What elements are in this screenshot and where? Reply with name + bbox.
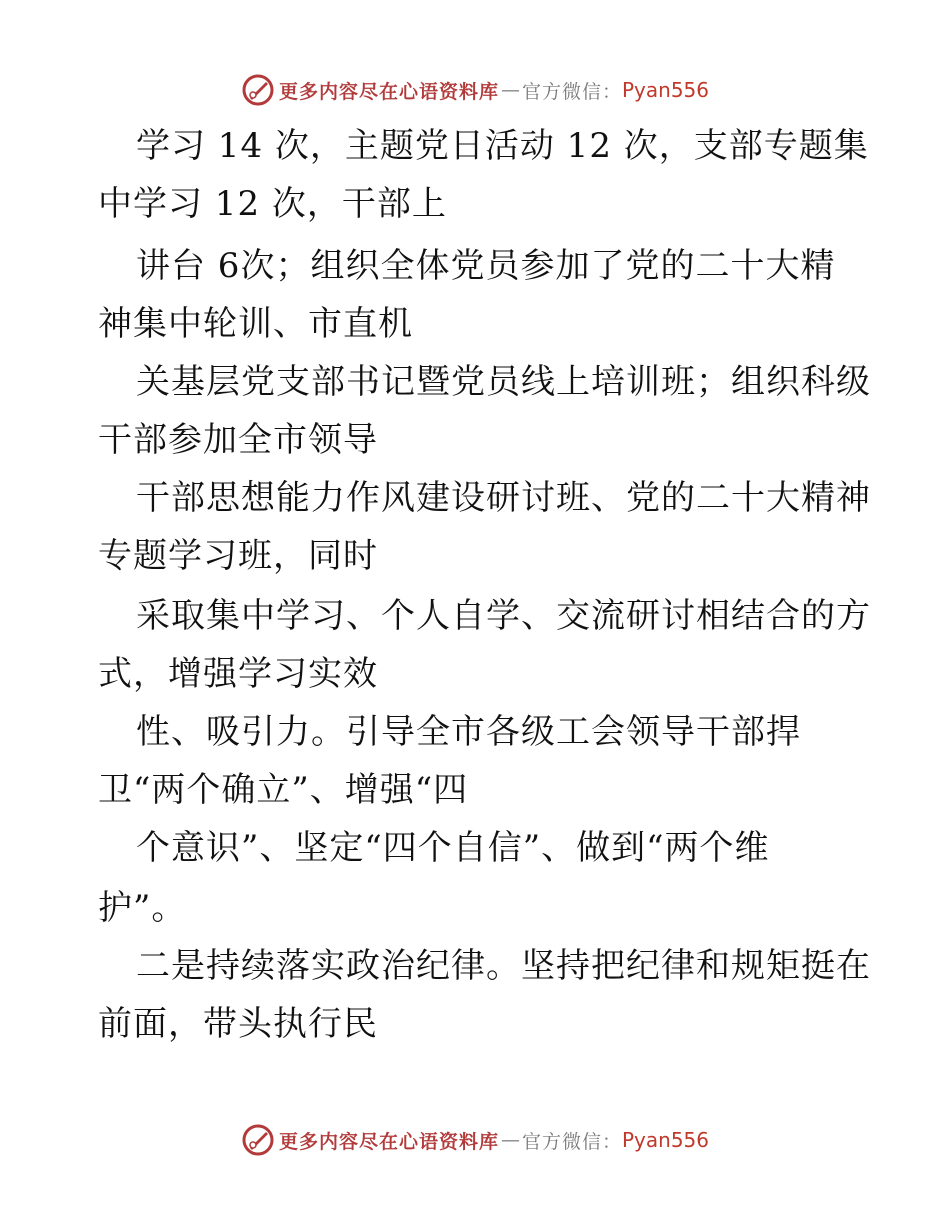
text-line: 前面，带头执行民 — [98, 1004, 378, 1044]
pen-logo-icon — [241, 1123, 275, 1157]
text-line: 干部参加全市领导 — [98, 420, 378, 460]
text-line: 专题学习班，同时 — [98, 536, 378, 576]
text-line: 护”。 — [98, 888, 187, 928]
banner-wechat-label: 官方微信： — [521, 1130, 622, 1153]
text-line: 式，增强学习实效 — [98, 654, 378, 694]
text-line: 卫“两个确立”、增强“四 — [98, 770, 469, 810]
banner-wechat-label: 官方微信： — [521, 80, 622, 103]
text-line: 个意识”、坚定“四个自信”、做到“两个维 — [136, 828, 770, 868]
text-line: 关基层党支部书记暨党员线上培训班；组织科级 — [136, 362, 871, 402]
text-line: 学习 14 次，主题党日活动 12 次，支部专题集 — [136, 126, 869, 166]
banner-main-text: 更多内容尽在心语资料库 — [278, 1130, 499, 1153]
banner-separator: — — [500, 79, 520, 101]
banner-main-text: 更多内容尽在心语资料库 — [278, 80, 499, 103]
banner-wechat-id: Pyan556 — [622, 1128, 710, 1152]
banner-separator: — — [500, 1129, 520, 1151]
text-line: 神集中轮训、市直机 — [98, 304, 413, 344]
text-line: 中学习 12 次，干部上 — [98, 184, 447, 224]
text-line: 干部思想能力作风建设研讨班、党的二十大精神 — [136, 478, 871, 518]
text-line: 采取集中学习、个人自学、交流研讨相结合的方 — [136, 596, 871, 636]
header-watermark-banner — [0, 70, 950, 110]
text-line: 性、吸引力。引导全市各级工会领导干部捍 — [136, 712, 801, 752]
text-line: 讲台 6次；组织全体党员参加了党的二十大精 — [136, 246, 836, 286]
text-line: 二是持续落实政治纪律。坚持把纪律和规矩挺在 — [136, 946, 871, 986]
pen-logo-icon — [241, 73, 275, 107]
footer-watermark-banner — [0, 1120, 950, 1160]
banner-wechat-id: Pyan556 — [622, 78, 710, 102]
